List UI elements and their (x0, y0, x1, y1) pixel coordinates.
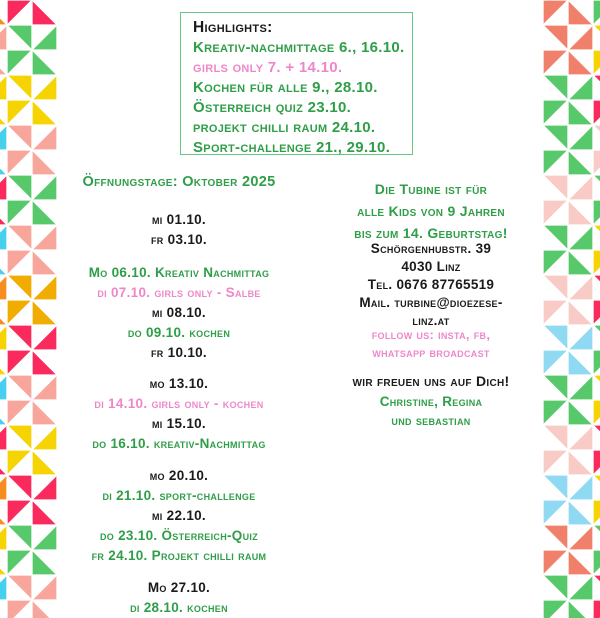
highlight-item: Österreich quiz 23.10. (193, 99, 352, 116)
schedule-line: Mo 06.10. Kreativ Nachmittag (88, 265, 270, 280)
pinwheel-border-right (543, 0, 600, 600)
schedule-line-cutoff (48, 598, 310, 618)
schedule-week-3 (48, 374, 310, 454)
schedule-line: do 16.10. kreativ-Nachmittag (92, 436, 266, 451)
about-line: Die Tubine ist für (374, 181, 488, 197)
schedule-week-1 (48, 210, 310, 250)
highlight-item: Kreativ-nachmittage 6., 16.10. (193, 39, 405, 56)
follow-us-line: whatsapp broadcast (372, 345, 490, 360)
address-block (320, 240, 542, 330)
schedule-line: di 21.10. sport-challenge (102, 488, 256, 503)
address-phone: Tel. 0676 87765519 (367, 277, 495, 292)
schedule-line: mo 13.10. (149, 376, 209, 391)
schedule-line: fr 24.10. Projekt chilli raum (91, 548, 267, 563)
schedule-line: fr 03.10. (151, 232, 207, 247)
highlight-item: girls only 7. + 14.10. (193, 59, 343, 76)
schedule-line: di 28.10. kochen (130, 600, 228, 615)
highlight-item: Kochen für alle 9., 28.10. (193, 79, 378, 96)
closing-line: wir freuen uns auf Dich! (352, 373, 510, 389)
schedule-line: mi 01.10. (152, 212, 206, 227)
highlights-title: Highlights: (193, 19, 273, 36)
info-column (320, 0, 542, 600)
schedule-line: di 14.10. girls only - kochen (94, 396, 264, 411)
follow-us-block (320, 326, 542, 362)
schedule-week-4 (48, 466, 310, 566)
schedule-week-2 (48, 263, 310, 363)
schedule-line: mi 08.10. (152, 305, 206, 320)
schedule-column (48, 0, 310, 615)
schedule-title: Öffnungstage: Oktober 2025 (82, 174, 276, 190)
schedule-line: fr 10.10. (151, 345, 207, 360)
about-line: alle Kids von 9 Jahren (357, 203, 505, 219)
address-email-line-1: Mail. turbine@dioezese- (359, 295, 503, 310)
about-line: bis zum 14. Geburtstag! (354, 225, 508, 241)
follow-us-line: follow us: insta, fb, (371, 327, 491, 342)
schedule-line: mo 20.10. (149, 468, 209, 483)
highlight-item: projekt chilli raum 24.10. (193, 119, 376, 136)
schedule-line: do 23.10. Österreich-Quiz (99, 528, 259, 543)
schedule-line: Mo 27.10. (147, 580, 211, 595)
signature-line: Christine, Regina (379, 394, 483, 409)
schedule-line: do 09.10. kochen (127, 325, 231, 340)
schedule-line: mi 15.10. (152, 416, 206, 431)
schedule-line: mi 22.10. (152, 508, 206, 523)
highlight-item: Sport-challenge 21., 29.10. (193, 139, 391, 156)
address-email-line-2: linz.at (412, 313, 450, 328)
signature-block (320, 392, 542, 430)
address-street: Schörgenhubstr. 39 (370, 241, 492, 256)
signature-line: und sebastian (391, 413, 471, 428)
address-city: 4030 Linz (401, 259, 461, 274)
schedule-line: di 07.10. girls only - Salbe (97, 285, 261, 300)
about-block (320, 178, 542, 244)
schedule-week-5 (48, 578, 310, 598)
